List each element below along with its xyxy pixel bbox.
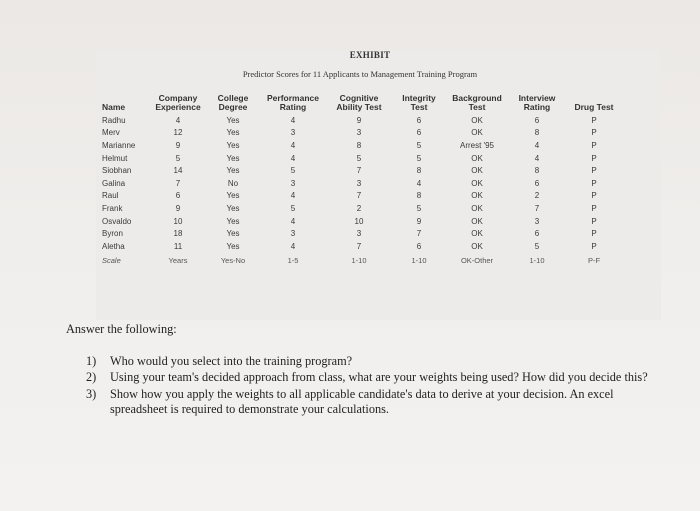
header-company-experience: Company Experience [155,93,201,112]
cell-cognitive-ability-test: 2 [356,203,362,213]
header-name: Name [102,102,126,112]
cell-background-test: OK [471,115,483,125]
cell-performance-rating: 5 [290,166,296,176]
cell-cognitive-ability-test: 7 [356,241,362,251]
cell-cognitive-ability-test: 7 [356,166,362,176]
cell-background-test: OK [471,229,483,239]
scale-interview-rating: 1-10 [529,256,545,266]
cell-name: Radhu [102,115,126,125]
header-cognitive-ability-test: Cognitive Ability Test [336,93,382,112]
scale-performance-rating: 1-5 [287,256,299,266]
cell-performance-rating: 4 [290,153,296,163]
cell-integrity-test: 8 [416,191,422,201]
cell-name: Raul [102,191,119,201]
cell-name: Siobhan [102,166,132,176]
scale-background-test: OK-Other [460,256,494,266]
cell-performance-rating: 3 [290,178,296,188]
cell-drug-test: P [591,153,597,163]
cell-integrity-test: 5 [416,203,422,213]
cell-company-experience: 9 [175,140,181,150]
cell-integrity-test: 5 [416,140,422,150]
cell-name: Marianne [102,140,136,150]
cell-integrity-test: 4 [416,178,422,188]
cell-background-test: Arrest '95 [460,140,494,150]
cell-drug-test: P [591,115,597,125]
header-college-degree: College Degree [217,93,249,112]
cell-name: Byron [102,229,123,239]
cell-college-degree: Yes [226,216,240,226]
cell-background-test: OK [471,166,483,176]
header-background-test: Background Test [452,93,502,112]
cell-college-degree: Yes [226,115,240,125]
cell-background-test: OK [471,241,483,251]
cell-interview-rating: 5 [534,241,540,251]
cell-name: Helmut [102,153,128,163]
cell-performance-rating: 5 [290,203,296,213]
cell-college-degree: Yes [226,140,240,150]
cell-integrity-test: 8 [416,166,422,176]
cell-cognitive-ability-test: 3 [356,128,362,138]
cell-interview-rating: 8 [534,128,540,138]
header-drug-test: Drug Test [574,102,614,112]
cell-interview-rating: 8 [534,166,540,176]
exhibit-title: EXHIBIT [349,50,391,60]
scale-drug-test: P-F [587,256,601,266]
cell-performance-rating: 4 [290,241,296,251]
cell-college-degree: Yes [226,153,240,163]
cell-company-experience: 7 [175,178,181,188]
cell-company-experience: 10 [173,216,183,226]
cell-company-experience: 14 [173,166,183,176]
header-integrity-test: Integrity Test [402,93,436,112]
cell-company-experience: 5 [175,153,181,163]
table-row [100,164,622,177]
header-interview-rating: Interview Rating [518,93,556,112]
cell-background-test: OK [471,203,483,213]
table-row [100,202,622,215]
cell-drug-test: P [591,241,597,251]
cell-performance-rating: 4 [290,191,296,201]
question-number: 3) [86,386,97,401]
cell-drug-test: P [591,166,597,176]
question-text: Show how you apply the weights to all applicable candidate's data to derive at your decision. An excel spreadsheet is required to demonstrate your calculations. [110,386,614,416]
exhibit-subtitle: Predictor Scores for 11 Applicants to Management Training Program [242,69,478,79]
cell-company-experience: 12 [173,128,183,138]
cell-college-degree: Yes [226,128,240,138]
cell-college-degree: Yes [226,166,240,176]
cell-performance-rating: 3 [290,229,296,239]
table-row [100,190,622,203]
table-row [100,139,622,152]
cell-background-test: OK [471,153,483,163]
cell-drug-test: P [591,191,597,201]
cell-drug-test: P [591,140,597,150]
cell-interview-rating: 6 [534,178,540,188]
table-row [100,114,622,127]
question-item [66,387,666,418]
scale-integrity-test: 1-10 [411,256,427,266]
question-item [66,370,666,386]
cell-interview-rating: 7 [534,203,540,213]
question-text: Using your team's decided approach from class, what are your weights being used? How did you decide this? [110,370,648,384]
question-text: Who would you select into the training program? [110,353,353,368]
cell-background-test: OK [471,178,483,188]
cell-integrity-test: 5 [416,153,422,163]
cell-company-experience: 11 [173,241,183,251]
cell-college-degree: Yes [226,191,240,201]
cell-company-experience: 6 [175,191,181,201]
cell-background-test: OK [471,128,483,138]
questions-lead: Answer the following: [66,322,177,336]
cell-college-degree: Yes [226,203,240,213]
scale-name: Scale [102,256,121,266]
cell-cognitive-ability-test: 9 [356,115,362,125]
cell-integrity-test: 6 [416,241,422,251]
cell-drug-test: P [591,229,597,239]
question-list [66,354,666,418]
cell-interview-rating: 6 [534,115,540,125]
cell-cognitive-ability-test: 8 [356,140,362,150]
cell-name: Frank [102,203,123,213]
cell-company-experience: 18 [173,229,183,239]
table-row [100,177,622,190]
cell-background-test: OK [471,216,483,226]
cell-college-degree: Yes [226,229,240,239]
cell-integrity-test: 6 [416,115,422,125]
cell-company-experience: 4 [175,115,181,125]
cell-performance-rating: 4 [290,115,296,125]
question-number: 1) [86,353,97,368]
cell-performance-rating: 4 [290,216,296,226]
table-header-row [100,94,622,114]
cell-interview-rating: 6 [534,229,540,239]
cell-cognitive-ability-test: 10 [354,216,364,226]
scale-cognitive-ability-test: 1-10 [351,256,367,266]
cell-name: Galina [102,178,126,188]
table-row [100,227,622,240]
cell-cognitive-ability-test: 7 [356,191,362,201]
cell-interview-rating: 4 [534,153,540,163]
cell-drug-test: P [591,203,597,213]
question-item [66,354,666,370]
question-number: 2) [86,370,97,384]
cell-cognitive-ability-test: 5 [356,153,362,163]
cell-interview-rating: 3 [534,216,540,226]
cell-name: Merv [102,128,120,138]
cell-college-degree: Yes [226,241,240,251]
cell-company-experience: 9 [175,203,181,213]
scale-college-degree: Yes-No [220,256,246,266]
header-performance-rating: Performance Rating [267,93,319,112]
cell-integrity-test: 6 [416,128,422,138]
cell-performance-rating: 4 [290,140,296,150]
cell-integrity-test: 9 [416,216,422,226]
table-row [100,127,622,140]
scale-company-experience: Years [168,256,188,266]
table-row [100,240,622,253]
cell-performance-rating: 3 [290,128,296,138]
cell-drug-test: P [591,128,597,138]
table-row [100,152,622,165]
cell-background-test: OK [471,191,483,201]
table-row [100,215,622,228]
cell-integrity-test: 7 [416,229,422,239]
cell-drug-test: P [591,216,597,226]
cell-cognitive-ability-test: 3 [356,178,362,188]
cell-name: Osvaldo [102,216,132,226]
questions-section [66,322,666,419]
cell-interview-rating: 4 [534,140,540,150]
cell-interview-rating: 2 [534,191,540,201]
cell-drug-test: P [591,178,597,188]
scale-row [100,253,622,268]
cell-college-degree: No [227,178,239,188]
cell-cognitive-ability-test: 3 [356,229,362,239]
cell-name: Aletha [102,241,125,251]
predictor-scores-table [100,94,622,267]
